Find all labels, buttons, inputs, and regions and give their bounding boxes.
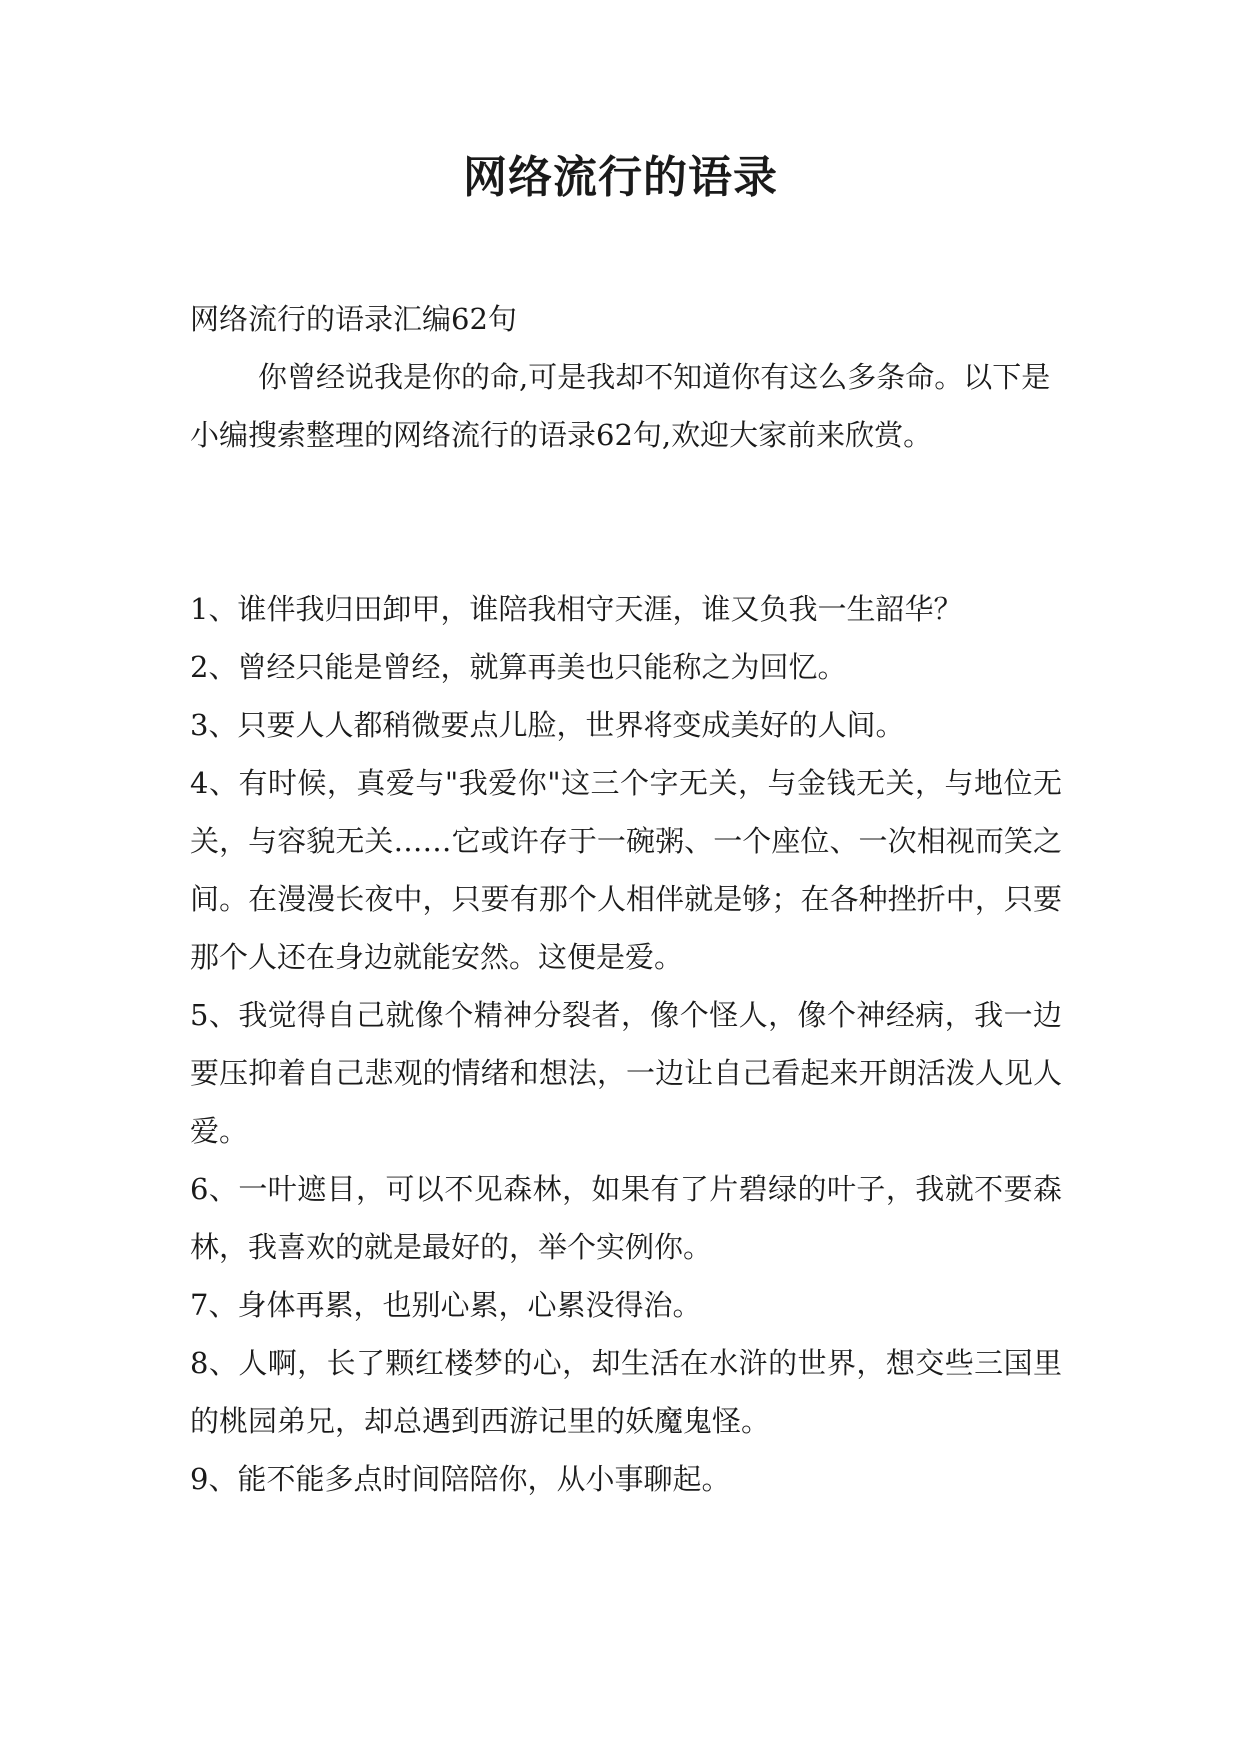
quote-item-2: 2、曾经只能是曾经，就算再美也只能称之为回忆。: [190, 650, 847, 684]
paragraph-gap: [190, 464, 1062, 580]
quote-item-6: 6、一叶遮目，可以不见森林，如果有了片碧绿的叶子，我就不要森林，我喜欢的就是最好的，举个实例你。: [190, 1172, 1062, 1264]
quote-item-5: 5、我觉得自己就像个精神分裂者，像个怪人，像个神经病，我一边要压抑着自己悲观的情绪和想法，一边让自己看起来开朗活泼人见人爱。: [190, 998, 1062, 1148]
intro-paragraph: 你曾经说我是你的命,可是我却不知道你有这么多条命。以下是小编搜索整理的网络流行的语录62句,欢迎大家前来欣赏。: [190, 360, 1051, 452]
quote-item-9: 9、能不能多点时间陪陪你，从小事聊起。: [190, 1462, 731, 1496]
document-body: [190, 290, 1062, 1508]
quote-item-7: 7、身体再累，也别心累，心累没得治。: [190, 1288, 702, 1322]
quote-item-4: 4、有时候，真爱与"我爱你"这三个字无关，与金钱无关，与地位无关，与容貌无关……它或许存于一碗粥、一个座位、一次相视而笑之间。在漫漫长夜中，只要有那个人相伴就是够；在各种挫折中，只要那个人还在身边就能安然。这便是爱。: [190, 766, 1062, 974]
document-title: 网络流行的语录: [463, 152, 778, 203]
quote-item-8: 8、人啊，长了颗红楼梦的心，却生活在水浒的世界，想交些三国里的桃园弟兄，却总遇到西游记里的妖魔鬼怪。: [190, 1346, 1062, 1438]
quote-item-3: 3、只要人人都稍微要点儿脸，世界将变成美好的人间。: [190, 708, 905, 742]
document-subtitle: 网络流行的语录汇编62句: [190, 302, 517, 336]
quote-item-1: 1、谁伴我归田卸甲，谁陪我相守天涯，谁又负我一生韶华？: [190, 592, 963, 626]
